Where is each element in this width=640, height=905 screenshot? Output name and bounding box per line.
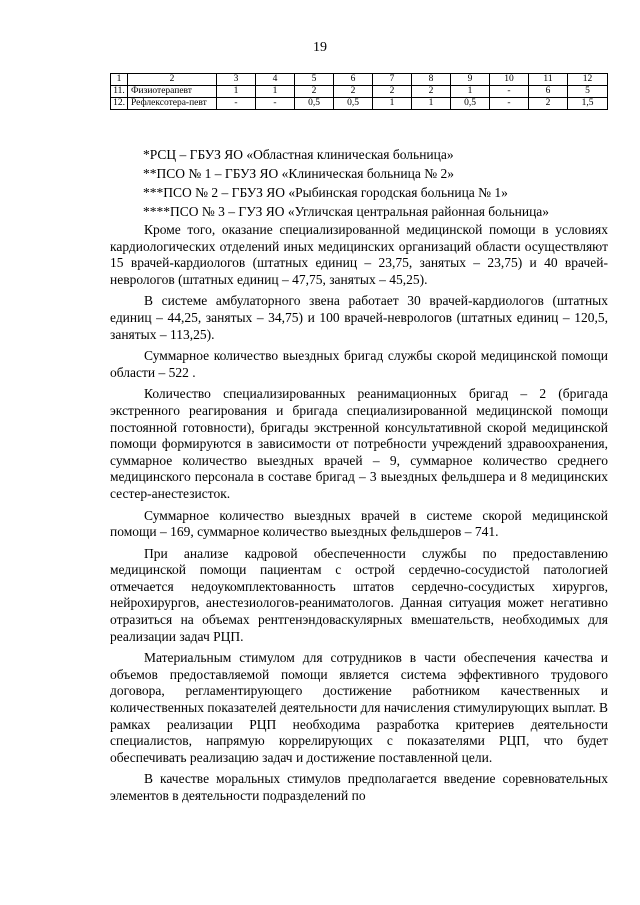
footnote: *РСЦ – ГБУЗ ЯО «Областная клиническая больница» — [143, 147, 454, 162]
staff-table — [110, 73, 608, 110]
table-cell: 1 — [412, 98, 451, 110]
paragraph: В системе амбулаторного звена работает 30 врачей-кардиологов (штатных единиц – 44,25, занятых – 34,75) и 100 врачей-неврологов (штатных единиц – 120,5, занятых – 113,25). — [110, 293, 608, 342]
table-cell: - — [490, 98, 529, 110]
paragraph: Кроме того, оказание специализированной медицинской помощи в условиях кардиологических отделений иных медицинских организаций области осуществляют 15 врачей-кардиологов (штатных единиц – 23,75, занятых – 23,75) и 40 врачей-неврологов (штатных единиц – 47,75, занятых – 45,25). — [110, 222, 608, 287]
table-header-cell: 3 — [217, 74, 256, 86]
table-cell-specialty: Рефлексотера-певт — [128, 98, 217, 110]
footnotes — [143, 145, 549, 221]
table-header-cell: 8 — [412, 74, 451, 86]
paragraph: Суммарное количество выездных бригад службы скорой медицинской помощи области – 522 . — [110, 348, 608, 380]
table-cell: 2 — [373, 86, 412, 98]
paragraph: Материальным стимулом для сотрудников в части обеспечения качества и объемов предоставляемой помощи является система эффективного трудового договора, регламентирующего достижение работником качественных и количественных показателей деятельности для начисления стимулирующих выплат. В рамках реализации РЦП необходима разработка критериев деятельности специалистов, напрямую коррелирующих с показателями РЦП, что будет обеспечивать реализацию задач и достижение поставленной цели. — [110, 650, 608, 765]
table-cell: 0,5 — [334, 98, 373, 110]
table-cell: 5 — [568, 86, 608, 98]
table-cell: 1 — [373, 98, 412, 110]
table-header-cell: 6 — [334, 74, 373, 86]
table-cell: 2 — [529, 98, 568, 110]
table-cell: 12. — [111, 98, 128, 110]
table-cell: 2 — [412, 86, 451, 98]
page-number: 19 — [313, 40, 327, 55]
table-cell: 0,5 — [295, 98, 334, 110]
body-text — [110, 222, 608, 810]
footnote: ****ПСО № 3 – ГУЗ ЯО «Угличская центральная районная больница» — [143, 204, 550, 219]
table-header-row — [111, 74, 608, 86]
table-header-cell: 7 — [373, 74, 412, 86]
table-cell: 1 — [256, 86, 295, 98]
table-header-cell: 2 — [128, 74, 217, 86]
table-cell: - — [490, 86, 529, 98]
table-cell: - — [256, 98, 295, 110]
table-cell-specialty: Физиотерапевт — [128, 86, 217, 98]
paragraph: Суммарное количество выездных врачей в системе скорой медицинской помощи – 169, суммарное количество выездных фельдшеров – 741. — [110, 507, 608, 540]
table-header-cell: 9 — [451, 74, 490, 86]
table-header-cell: 11 — [529, 74, 568, 86]
table-cell: 6 — [529, 86, 568, 98]
table-header-cell: 1 — [111, 74, 128, 86]
footnote: **ПСО № 1 – ГБУЗ ЯО «Клиническая больница № 2» — [143, 166, 454, 181]
table-row — [111, 86, 608, 98]
table-header-cell: 4 — [256, 74, 295, 86]
table-cell: 1 — [451, 86, 490, 98]
table-cell: 0,5 — [451, 98, 490, 110]
paragraph: Количество специализированных реанимационных бригад – 2 (бригада экстренного реагирования и бригада специализированной медицинской помощи постоянной готовности), бригады экстренной консультативной скорой медицинской помощи формируются в зависимости от потребности учреждений здравоохранения, суммарное количество выездных врачей – 9, суммарное количество среднего медицинского персонала в составе бригад – 3 выездных фельдшера и 8 медицинских сестер-анестезисток. — [110, 386, 608, 501]
table-cell: 1,5 — [568, 98, 608, 110]
table-header-cell: 12 — [568, 74, 608, 86]
table-header-cell: 10 — [490, 74, 529, 86]
paragraph: В качестве моральных стимулов предполагается введение соревновательных элементов в деятельности подразделений по — [110, 771, 608, 803]
table-row — [111, 98, 608, 110]
table-cell: 11. — [111, 86, 128, 98]
table-cell: - — [217, 98, 256, 110]
footnote: ***ПСО № 2 – ГБУЗ ЯО «Рыбинская городская больница № 1» — [143, 185, 508, 200]
table-cell: 2 — [334, 86, 373, 98]
paragraph: При анализе кадровой обеспеченности службы по предоставлению медицинской помощи пациентам с острой сердечно-сосудистой патологией отмечается недоукомплектованность штатов сердечно-сосудистых хирургов, нейрохирургов, анестезиологов-реаниматологов. Данная ситуация может негативно отразиться на объемах рентгенэндоваскулярных вмешательств, необходимых для реализации задач РЦП. — [110, 545, 608, 644]
table-header-cell: 5 — [295, 74, 334, 86]
table-cell: 1 — [217, 86, 256, 98]
table-cell: 2 — [295, 86, 334, 98]
